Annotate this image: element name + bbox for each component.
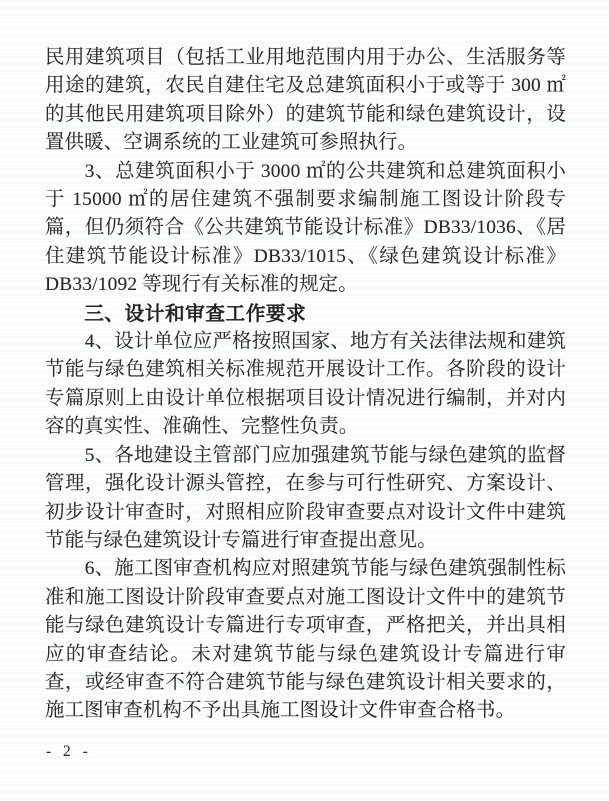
document-body <box>45 44 566 726</box>
paragraph: 5、各地建设主管部门应加强建筑节能与绿色建筑的监督管理，强化设计源头管控，在参与可行性研究、方案设计、初步设计审查时，对照相应阶段审查要点对设计文件中建筑节能与绿色建筑设计专篇进行审查提出意见。 <box>45 444 566 551</box>
paragraph: 4、设计单位应严格按照国家、地方有关法律法规和建筑节能与绿色建筑相关标准规范开展设计工作。各阶段的设计专篇原则上由设计单位根据项目设计情况进行编制，并对内容的真实性、准确性、完整性负责。 <box>45 331 566 438</box>
paragraph: 6、施工图审查机构应对照建筑节能与绿色建筑强制性标准和施工图设计阶段审查要点对施工图设计文件中的建筑节能与绿色建筑设计专篇进行专项审查，严格把关，并出具相应的审查结论。未对建筑节能与绿色建筑设计专篇进行审查，或经审查不符合建筑节能与绿色建筑设计相关要求的，施工图审查机构不予出具施工图设计文件审查合格书。 <box>45 558 566 722</box>
page-footer <box>45 743 565 761</box>
paragraph: 3、总建筑面积小于 3000 ㎡的公共建筑和总建筑面积小于 15000 ㎡的居住建筑不强制要求编制施工图设计阶段专篇，但仍须符合《公共建筑节能设计标准》DB33/1036、《居住建筑节能设计标准》DB33/1015、《绿色建筑设计标准》DB33/1092 等现行有关标准的规定。 <box>45 160 566 296</box>
page-number: - 2 - <box>46 742 92 760</box>
section-heading: 三、设计和审查工作要求 <box>84 302 307 325</box>
paragraph: 民用建筑项目（包括工业用地范围内用于办公、生活服务等用途的建筑，农民自建住宅及总建筑面积小于或等于 300 ㎡的其他民用建筑项目除外）的建筑节能和绿色建筑设计，设置供暖、空调系统的工业建筑可参照执行。 <box>45 47 566 154</box>
